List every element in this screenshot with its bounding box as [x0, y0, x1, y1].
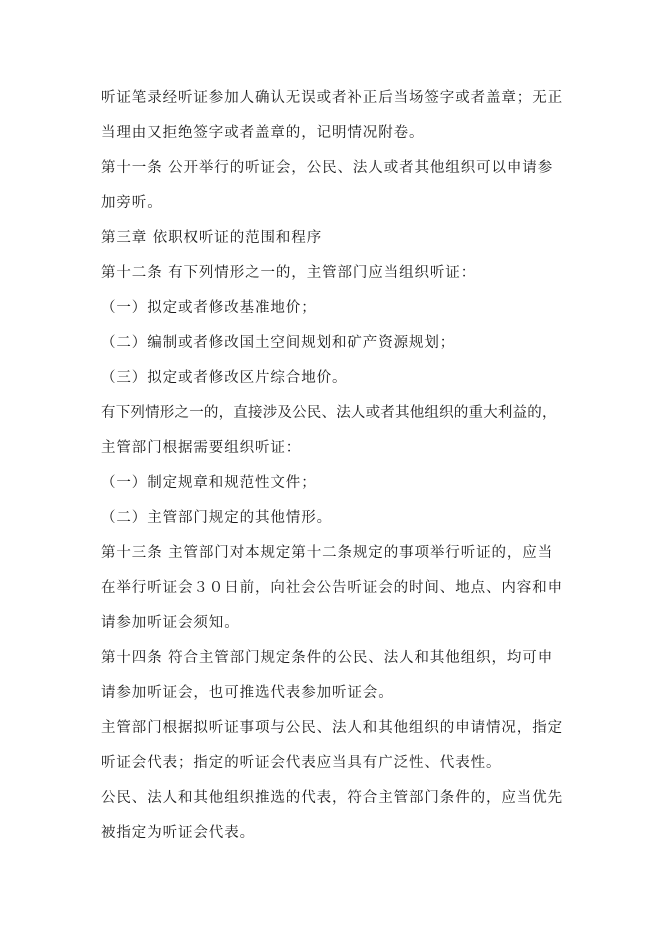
text-line: 被指定为听证会代表。	[101, 825, 255, 841]
text-line: 在举行听证会３０日前，向社会公告听证会的时间、地点、内容和申	[101, 580, 563, 596]
text-line: 公民、法人和其他组织推选的代表，符合主管部门条件的，应当优先	[101, 790, 563, 806]
text-line: 主管部门根据拟听证事项与公民、法人和其他组织的申请情况，指定	[101, 720, 563, 736]
text-line: 第十一条 公开举行的听证会，公民、法人或者其他组织可以申请参	[101, 160, 554, 176]
text-line: 当理由又拒绝签字或者盖章的，记明情况附卷。	[101, 125, 425, 141]
text-line: 主管部门根据需要组织听证：	[101, 440, 302, 456]
text-line: 加旁听。	[101, 195, 163, 211]
text-line: 第十四条 符合主管部门规定条件的公民、法人和其他组织，均可申	[101, 650, 554, 666]
list-item: （一）制定规章和规范性文件；	[101, 475, 317, 491]
text-line: 第十三条 主管部门对本规定第十二条规定的事项举行听证的，应当	[101, 545, 554, 561]
text-line: 请参加听证会须知。	[101, 615, 240, 631]
chapter-heading: 第三章 依职权听证的范围和程序	[101, 230, 323, 246]
text-line: 第十二条 有下列情形之一的，主管部门应当组织听证：	[101, 265, 477, 281]
text-line: 听证笔录经听证参加人确认无误或者补正后当场签字或者盖章；无正	[101, 90, 563, 106]
list-item: （二）编制或者修改国土空间规划和矿产资源规划；	[101, 335, 456, 351]
text-line: 请参加听证会，也可推选代表参加听证会。	[101, 685, 394, 701]
text-line: 有下列情形之一的，直接涉及公民、法人或者其他组织的重大利益的，	[101, 405, 557, 421]
list-item: （二）主管部门规定的其他情形。	[101, 510, 332, 526]
list-item: （一）拟定或者修改基准地价；	[101, 300, 317, 316]
text-line: 听证会代表；指定的听证会代表应当具有广泛性、代表性。	[101, 755, 502, 771]
list-item: （三）拟定或者修改区片综合地价。	[101, 370, 348, 386]
